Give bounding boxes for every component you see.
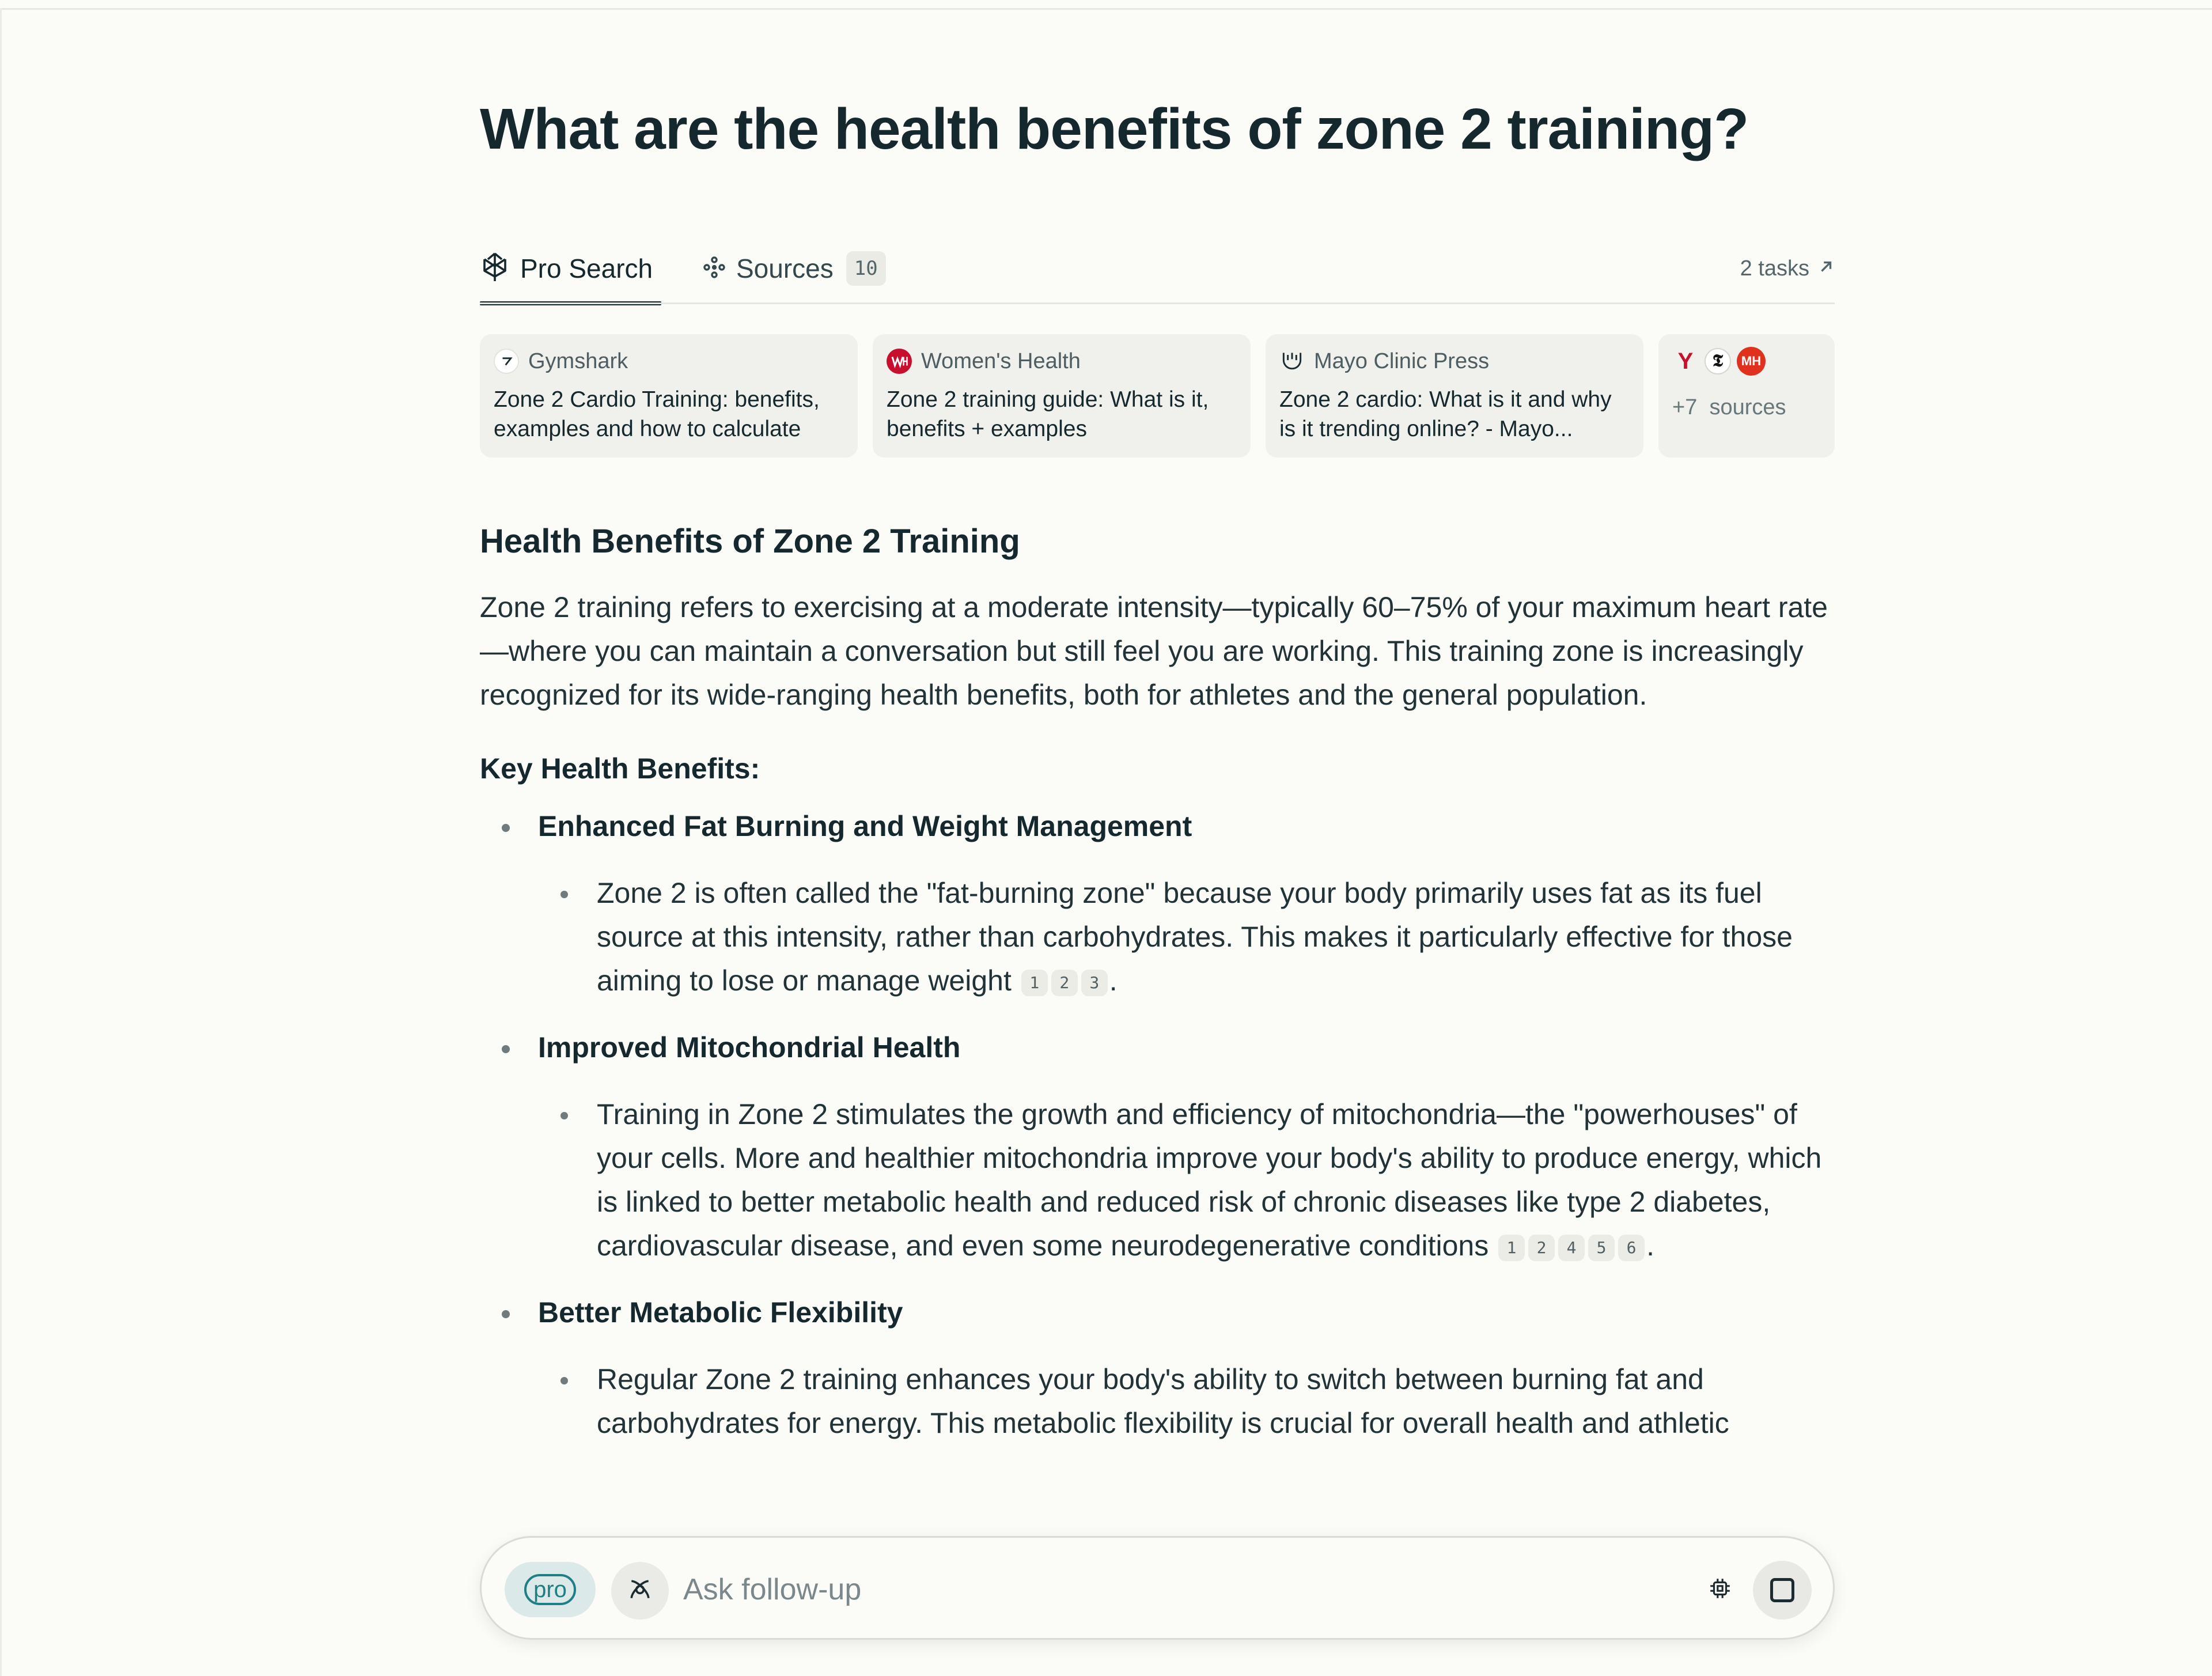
mens-health-icon: MH [1737,347,1766,376]
answer-heading: Health Benefits of Zone 2 Training [480,523,1020,560]
benefit-title: Improved Mitochondrial Health [538,1031,961,1064]
citation-badge[interactable]: 3 [1081,970,1108,996]
more-sources-label: sources [1709,395,1786,419]
tasks-link[interactable] [1740,233,1835,304]
focus-icon [628,1577,652,1605]
benefit-title: Better Metabolic Flexibility [538,1296,903,1329]
citation-badge[interactable]: 2 [1528,1235,1555,1261]
chip-icon [1708,1576,1732,1603]
benefit-detail [480,1357,1835,1445]
citation-badge[interactable]: 1 [1498,1235,1525,1261]
benefit-detail: Training in Zone 2 stimulates the growth and efficiency of mitochondria—the "powerhouses" of your cells. More and healthier mitochondria improve your body's ability to produce energy, which is linked to better metabolic health and reduced risk of chronic diseases like type 2 diabetes, cardiovascular disease, and even some neurodegenerative conditions 1 2 4 5 6 . [480,1092,1835,1268]
gymshark-logo [494,349,519,374]
focus-button[interactable] [611,1562,669,1620]
bullet [502,1045,510,1053]
stop-icon [1770,1578,1794,1602]
page-title: What are the health benefits of zone 2 training? [480,97,1749,161]
pro-toggle-label: pro [524,1574,576,1605]
source-title: Zone 2 training guide: What is it, benefits + examples [887,387,1209,441]
tabs-divider [480,302,1835,304]
tasks-label: 2 tasks [1740,256,1809,281]
follow-up-input[interactable] [683,1564,1547,1616]
source-title: Zone 2 Cardio Training: benefits, examples and how to calculate [494,387,820,441]
bullet [560,1377,568,1384]
citation-badge[interactable]: 5 [1588,1235,1615,1261]
benefit-title: Enhanced Fat Burning and Weight Management [538,810,1192,842]
mayo-clinic-logo [1279,349,1305,374]
answer-tabs [480,233,1835,304]
citation-badge[interactable]: 1 [1021,970,1048,996]
benefit-detail: Zone 2 is often called the "fat-burning zone" because your body primarily uses fat as its fuel source at this intensity, rather than carbohydrates. This makes it particularly effective for those aiming to lose or manage weight 1 2 3 . [480,871,1835,1002]
nyt-icon: 𝕿 [1705,348,1731,374]
source-site: Mayo Clinic Press [1314,349,1490,373]
more-sources-card[interactable] [1658,334,1835,457]
source-card[interactable] [480,334,858,457]
tab-pro-search-label: Pro Search [520,254,653,283]
left-divider [0,8,2,1676]
citation-badge[interactable]: 6 [1618,1235,1645,1261]
source-title: Zone 2 cardio: What is it and why is it trending online? - Mayo... [1279,387,1612,441]
more-sources-count: +7 [1672,395,1698,419]
bullet [502,1310,510,1318]
benefit-text: Training in Zone 2 stimulates the growth and efficiency of mitochondria—the "powerhouses" of your cells. More and healthier mitochondria improve your body's ability to produce energy, which is linked to better metabolic health and reduced risk of chronic diseases like type 2 diabetes, cardiovascular disease, and even some neurodegenerative conditions [597,1098,1822,1262]
source-card[interactable] [1266,334,1643,457]
citation-badge[interactable]: 2 [1051,970,1078,996]
answer-body [480,519,1835,1445]
benefit-item [480,1291,1835,1334]
source-cards [480,334,1835,457]
tab-sources-label: Sources [736,254,834,283]
pro-toggle-button[interactable] [505,1562,596,1617]
bullet [560,1112,568,1119]
model-select-button[interactable] [1704,1573,1736,1606]
sources-icon [703,256,726,282]
pro-search-icon [480,251,510,286]
source-site: Women's Health [921,349,1081,373]
benefit-item [480,1026,1835,1069]
arrow-up-right-icon [1809,256,1835,281]
answer-intro: Zone 2 training refers to exercising at a moderate intensity—typically 60–75% of your maximum heart rate—where you can maintain a conversation but still feel you are working. This training zone is increasingly recognized for its wide-ranging health benefits, both for athletes and the general population. [480,591,1828,711]
key-benefits-heading: Key Health Benefits: [480,752,760,785]
source-card[interactable] [873,334,1251,457]
bullet [502,824,510,832]
benefit-item [480,804,1835,848]
yc-icon: Y [1677,348,1694,374]
source-site: Gymshark [528,349,628,373]
tab-sources[interactable] [703,233,886,304]
sources-count-badge: 10 [846,251,886,286]
benefit-text: Regular Zone 2 training enhances your body's ability to switch between burning fat and carbohydrates for energy. This metabolic flexibility is crucial for overall health and athletic [597,1363,1729,1439]
womens-health-logo [887,349,912,374]
benefit-text: Zone 2 is often called the "fat-burning zone" because your body primarily uses fat as its fuel source at this intensity, rather than carbohydrates. This makes it particularly effective for those aiming to lose or manage weight [597,877,1793,997]
tab-pro-search[interactable] [480,233,661,304]
stop-button[interactable] [1753,1561,1812,1620]
bullet [560,891,568,898]
top-divider [0,8,2212,10]
follow-up-composer [480,1536,1835,1640]
citation-badge[interactable]: 4 [1558,1235,1585,1261]
